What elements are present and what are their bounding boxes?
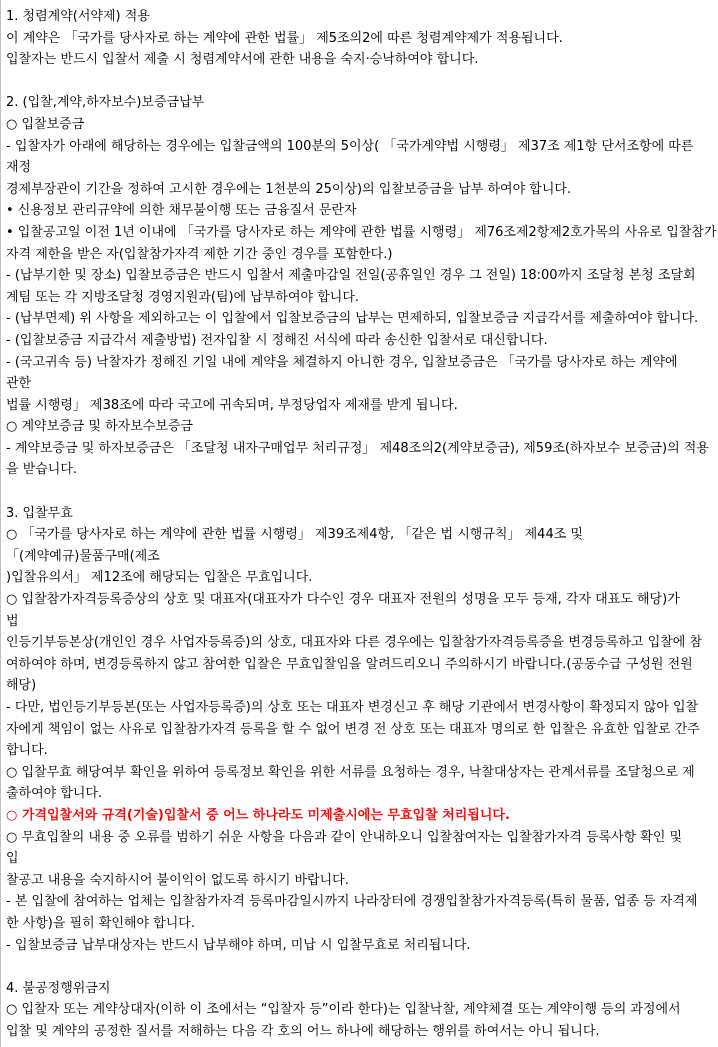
text-line: ○ 입찰자 또는 계약상대자(이하 이 조에서는 “입찰자 등”이라 한다)는 입찰낙찰, 계약체결 또는 계약이행 등의 과정에서 — [6, 1002, 681, 1018]
blank-line — [6, 956, 718, 978]
blank-line — [6, 71, 718, 93]
text-line: - (납부면제) 위 사항을 제외하고는 이 입찰에서 입찰보증금의 납부는 면제하되, 입찰보증금 지급각서를 제출하여야 합니다. — [6, 311, 699, 327]
text-line: 찰공고 내용을 숙지하시어 불이익이 없도록 하시기 바랍니다. — [6, 872, 349, 888]
text-line: 여하여야 하며, 변경등록하지 않고 참여한 입찰은 무효입찰임을 알려드리오니 주의하시기 바랍니다.(공동수급 구성원 전원 — [6, 656, 693, 672]
text-line: 「(계약예규)물품구매(제조 — [6, 548, 160, 564]
section-heading: 1. 청렴계약(서약제) 적용 — [6, 9, 150, 24]
text-line: ○ 「국가를 당사자로 하는 계약에 관한 법률 시행령」 제39조제4항, 「같은 법 시행규칙」 제44조 및 — [6, 527, 583, 543]
section-heading: 3. 입찰무효 — [6, 505, 73, 521]
text-line: • 입찰공고일 이전 1년 이내에 「국가를 당사자로 하는 계약에 관한 법률 시행령」 제76조제2항제2호가목의 사유로 입찰참가 — [6, 224, 717, 240]
text-line: 이 계약은 「국가를 당사자로 하는 계약에 관한 법률」 제5조의2에 따른 청렴계약제가 적용됩니다. — [6, 30, 563, 46]
text-line: • 신용정보 관리규약에 의한 채무불이행 또는 금융질서 문란자 — [6, 203, 357, 219]
text-line: 경제부장관이 기간을 정하여 고시한 경우에는 1천분의 25이상)의 입찰보증금을 납부 하여야 합니다. — [6, 181, 572, 197]
text-line: ○ 입찰무효 해당여부 확인을 위하여 등록정보 확인을 위한 서류를 요청하는 경우, 낙찰대상자는 관계서류를 조달청으로 제 — [6, 764, 695, 780]
text-line: 출하여야 합니다. — [6, 786, 103, 802]
text-line: - 본 입찰에 참여하는 업체는 입찰참가자격 등록마감일시까지 나라장터에 경쟁입찰참가자격등록(특히 물품, 업종 등 자격제 — [6, 894, 698, 910]
text-line: 입찰 및 계약의 공정한 질서를 저해하는 다음 각 호의 어느 하나에 해당하는 행위를 하여서는 아니 됩니다. — [6, 1023, 600, 1039]
text-line: 자격 제한을 받은 자(입찰참가자격 제한 기간 중인 경우를 포함한다.) — [6, 246, 393, 262]
text-line: 한 사항)을 필히 확인해야 합니다. — [6, 915, 195, 931]
text-line: 자에게 책임이 없는 사유로 입찰참가자격 등록을 할 수 없어 변경 전 상호 또는 대표자 명의로 한 입찰은 유효한 입찰로 간주 — [6, 721, 700, 737]
text-line: - 다만, 법인등기부등본(또는 사업자등록증)의 상호 또는 대표자 변경신고 후 해당 기관에서 변경사항이 확정되지 않아 입찰 — [6, 700, 699, 715]
text-line: 해당) — [6, 678, 37, 694]
text-line: 입찰자는 반드시 입찰서 제출 시 청렴계약서에 관한 내용을 숙지·승낙하여야 합니다. — [6, 52, 479, 68]
text-line: ○ 계약보증금 및 하자보수보증금 — [6, 419, 193, 435]
text-line: 을 받습니다. — [6, 462, 78, 478]
text-line: 재정 — [6, 160, 32, 176]
text-line: 인등기부등본상(개인인 경우 사업자등록증)의 상호, 대표자와 다른 경우에는 입찰참가자격등록증을 변경등록하고 입찰에 참 — [6, 635, 703, 651]
text-line: ○ 무효입찰의 내용 중 오류를 범하기 쉬운 사항을 다음과 같이 안내하오니 입찰참여자는 입찰참가자격 등록사항 확인 및 — [6, 829, 683, 845]
text-line: )입찰유의서」 제12조에 해당되는 입찰은 무효입니다. — [6, 570, 313, 586]
highlighted-text-line: ○ 가격입찰서와 규격(기술)입찰서 중 어느 하나라도 미제출시에는 무효입찰 처리됩니다. — [6, 807, 510, 823]
text-line: - (납부기한 및 장소) 입찰보증금은 반드시 입찰서 제출마감일 전일(공휴일인 경우 그 전일) 18:00까지 조달청 본청 조달회 — [6, 268, 696, 284]
text-line: 관한 — [6, 376, 32, 392]
text-line: - 입찰자가 아래에 해당하는 경우에는 입찰금액의 100분의 5이상( 「국가계약법 시행령」 제37조 제1항 단서조항에 따른 — [6, 138, 694, 154]
section-heading: 2. (입찰,계약,하자보수)보증금납부 — [6, 95, 205, 111]
text-line: 법률 시행령」 제38조에 따라 국고에 귀속되며, 부정당업자 제재를 받게 됩니다. — [6, 397, 458, 413]
text-line: 계팀 또는 각 지방조달청 경영지원과(팀)에 납부하여야 합니다. — [6, 289, 360, 305]
text-line: 법 — [6, 613, 19, 629]
text-line: - 입찰보증금 납부대상자는 반드시 납부해야 하며, 미납 시 입찰무효로 처리됩니다. — [6, 937, 471, 953]
text-line: ○ 입찰참가자격등록증상의 상호 및 대표자(대표자가 다수인 경우 대표자 전원의 성명을 모두 등재, 각자 대표도 해당)가 — [6, 592, 680, 608]
blank-line — [6, 481, 718, 503]
text-line: ○ 입찰보증금 — [6, 116, 85, 132]
section-heading: 4. 불공정행위금지 — [6, 980, 111, 996]
text-line: - 계약보증금 및 하자보증금은 「조달청 내자구매업무 처리규정」 제48조의2(계약보증금), 제59조(하자보수 보증금)의 적용 — [6, 440, 709, 456]
text-line: - (국고귀속 등) 낙찰자가 정해진 기일 내에 계약을 체결하지 아니한 경우, 입찰보증금은 「국가를 당사자로 하는 계약에 — [6, 354, 678, 370]
text-line: 입 — [6, 851, 19, 867]
text-line: - (입찰보증금 지급각서 제출방법) 전자입찰 시 정해진 서식에 따라 송신한 입찰서로 대신합니다. — [6, 332, 548, 348]
text-line: 합니다. — [6, 743, 48, 759]
